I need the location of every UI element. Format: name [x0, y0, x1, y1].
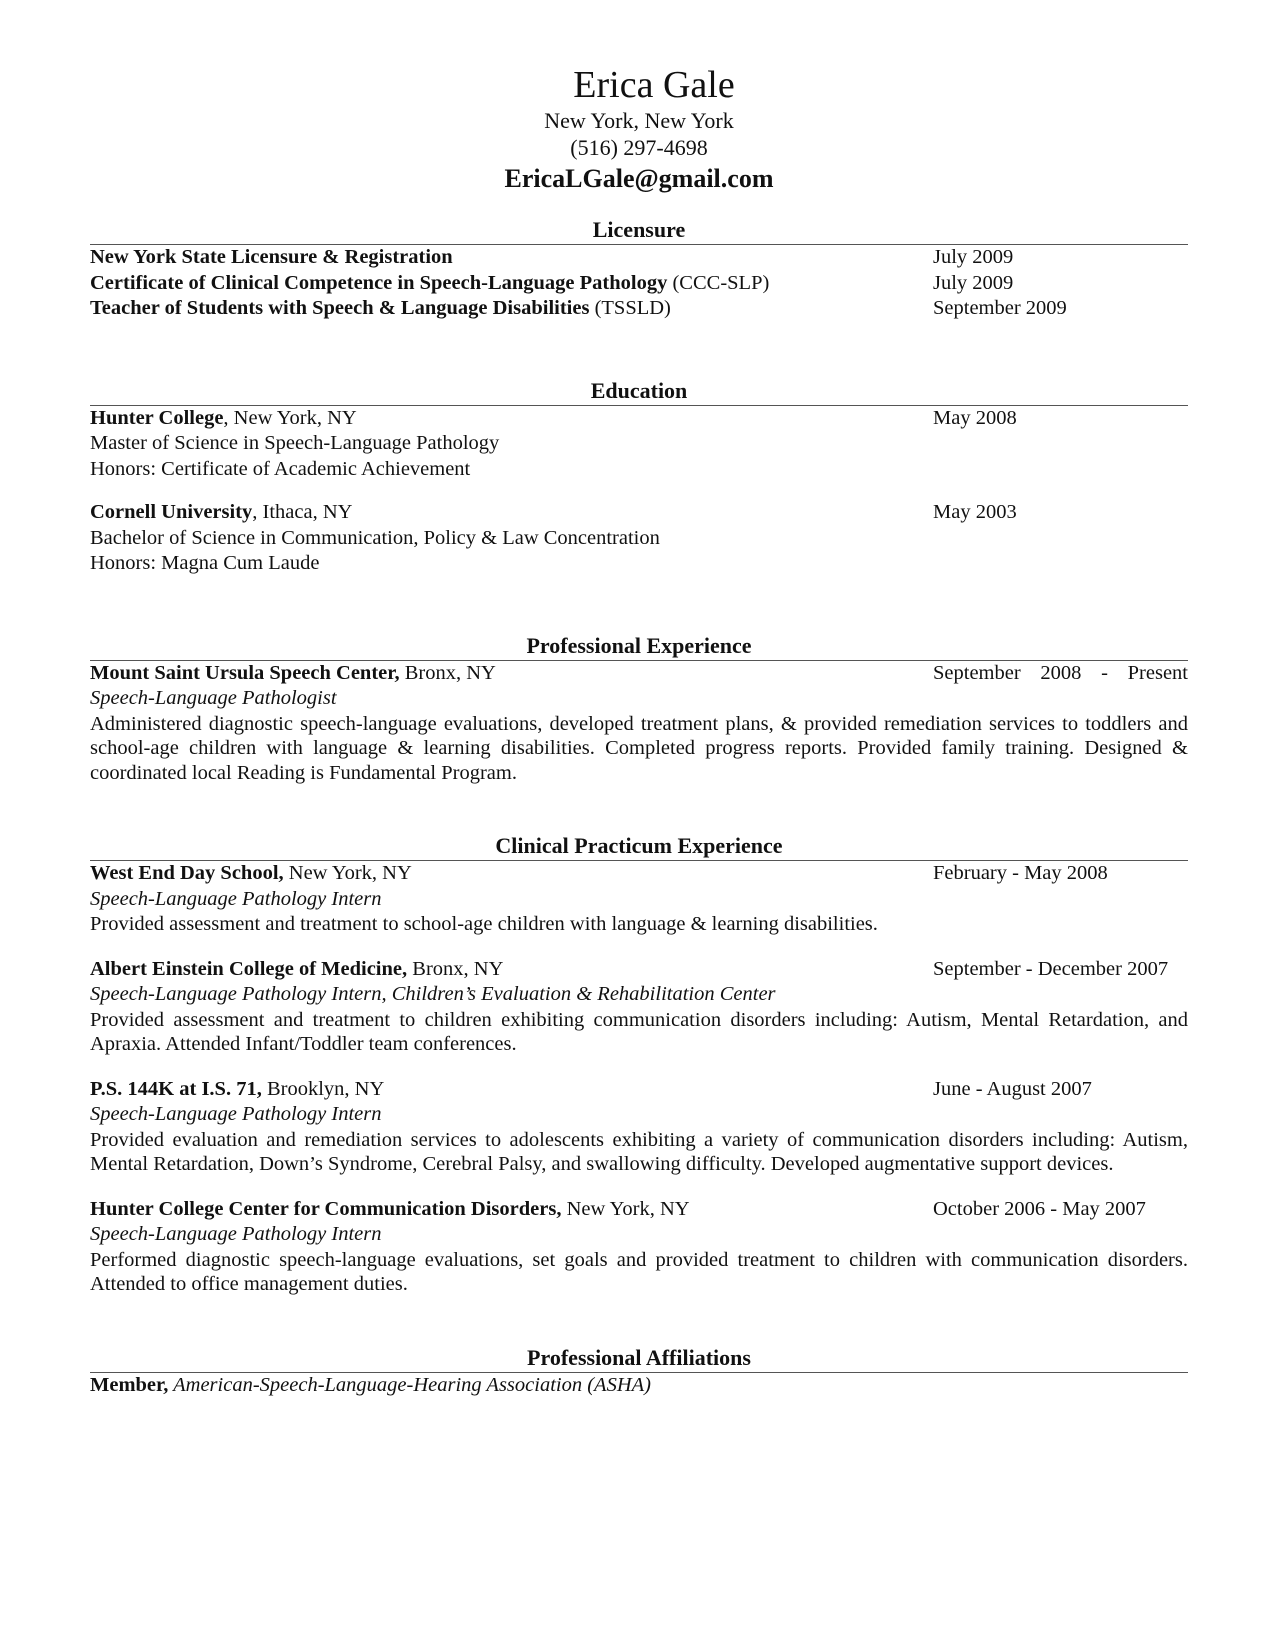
- job-role: Speech-Language Pathology Intern: [90, 1223, 382, 1245]
- experience-entry: [90, 661, 1188, 786]
- employer-location: Bronx, NY: [399, 661, 496, 684]
- employer-location: Bronx, NY: [407, 957, 504, 980]
- affiliation-item: [90, 1373, 1188, 1399]
- school-name: Cornell University: [90, 501, 253, 523]
- resume-header: [90, 62, 1188, 195]
- license-suffix: (CCC-SLP): [667, 271, 770, 294]
- licensure-item: [90, 296, 1188, 322]
- employer-location: Brooklyn, NY: [261, 1077, 385, 1100]
- license-date: September 2009: [933, 297, 1067, 319]
- section-title: Professional Affiliations: [90, 1345, 1188, 1373]
- membership-label: Member,: [90, 1373, 169, 1396]
- license-date: July 2009: [933, 246, 1014, 268]
- employer-location: New York, NY: [561, 1197, 690, 1220]
- education-entry: [90, 406, 1188, 483]
- practicum-entry: [90, 1077, 1188, 1177]
- employer-name: Mount Saint Ursula Speech Center,: [90, 661, 400, 684]
- licensure-section: [90, 217, 1188, 322]
- job-description: Provided assessment and treatment to school-age children with language & learning disabilities.: [90, 913, 878, 935]
- honors: Honors: Certificate of Academic Achievement: [90, 457, 471, 480]
- practicum-entry: [90, 1197, 1188, 1297]
- education-section: [90, 378, 1188, 577]
- employer-name: P.S. 144K at I.S. 71,: [90, 1077, 262, 1100]
- job-description: Performed diagnostic speech-language evaluations, set goals and provided treatment to children with communication disorders. Attended to office management duties.: [90, 1248, 1188, 1295]
- candidate-email: EricaLGale@gmail.com: [504, 164, 774, 193]
- school-name: Hunter College: [90, 406, 224, 429]
- employer-location: New York, NY: [283, 862, 412, 884]
- section-title: Education: [90, 378, 1188, 406]
- job-role: Speech-Language Pathologist: [90, 687, 337, 709]
- education-date: May 2003: [933, 501, 1017, 523]
- section-title: Licensure: [90, 217, 1188, 245]
- practicum-date: September - December 2007: [933, 957, 1169, 980]
- candidate-phone: (516) 297-4698: [570, 135, 708, 160]
- license-name: New York State Licensure & Registration: [90, 246, 453, 268]
- license-suffix: (TSSLD): [589, 297, 671, 319]
- degree: Master of Science in Speech-Language Pathology: [90, 432, 500, 454]
- practicum-date: October 2006 - May 2007: [933, 1197, 1146, 1220]
- employer-name: Hunter College Center for Communication Disorders,: [90, 1197, 562, 1220]
- candidate-location: New York, New York: [544, 108, 734, 133]
- practicum-entry: [90, 861, 1188, 937]
- honors: Honors: Magna Cum Laude: [90, 552, 320, 574]
- experience-date: September 2008 - Present: [933, 661, 1188, 684]
- job-role: Speech-Language Pathology Intern: [90, 887, 382, 910]
- license-name: Certificate of Clinical Competence in Speech-Language Pathology: [90, 271, 668, 294]
- organization-name: American-Speech-Language-Hearing Association (ASHA): [168, 1373, 651, 1396]
- education-date: May 2008: [933, 406, 1017, 429]
- employer-name: Albert Einstein College of Medicine,: [90, 957, 408, 980]
- school-location: , New York, NY: [223, 406, 357, 429]
- affiliations-section: [90, 1345, 1188, 1399]
- education-entry: [90, 500, 1188, 577]
- practicum-entry: [90, 957, 1188, 1057]
- license-date: July 2009: [933, 271, 1014, 294]
- employer-name: West End Day School,: [90, 862, 284, 884]
- degree: Bachelor of Science in Communication, Policy & Law Concentration: [90, 526, 660, 549]
- candidate-name: Erica Gale: [573, 64, 735, 106]
- resume-content: [90, 62, 1188, 1398]
- licensure-item: [90, 245, 1188, 271]
- license-name: Teacher of Students with Speech & Language Disabilities: [90, 297, 590, 319]
- job-role: Speech-Language Pathology Intern, Children’s Evaluation & Rehabilitation Center: [90, 983, 776, 1005]
- professional-experience-section: [90, 633, 1188, 786]
- job-description: Provided evaluation and remediation services to adolescents exhibiting a variety of communication disorders including: Autism, Mental Retardation, Down’s Syndrome, Cerebral Palsy, and swallowing difficulty. Developed augmentative support devices.: [90, 1128, 1188, 1175]
- section-title: Clinical Practicum Experience: [90, 833, 1188, 861]
- school-location: , Ithaca, NY: [252, 501, 353, 523]
- licensure-item: [90, 271, 1188, 297]
- job-role: Speech-Language Pathology Intern: [90, 1103, 382, 1125]
- clinical-practicum-section: [90, 833, 1188, 1297]
- job-description: Administered diagnostic speech-language evaluations, developed treatment plans, & provided remediation services to toddlers and school-age children with language & learning disabilities. Completed progress reports. Provided family training. Designed & coordinated local Reading is Fundamental Program.: [90, 712, 1188, 784]
- practicum-date: June - August 2007: [933, 1077, 1092, 1100]
- practicum-date: February - May 2008: [933, 862, 1108, 884]
- section-title: Professional Experience: [90, 633, 1188, 661]
- job-description: Provided assessment and treatment to children exhibiting communication disorders including: Autism, Mental Retardation, and Apraxia. Attended Infant/Toddler team conferences.: [90, 1008, 1188, 1055]
